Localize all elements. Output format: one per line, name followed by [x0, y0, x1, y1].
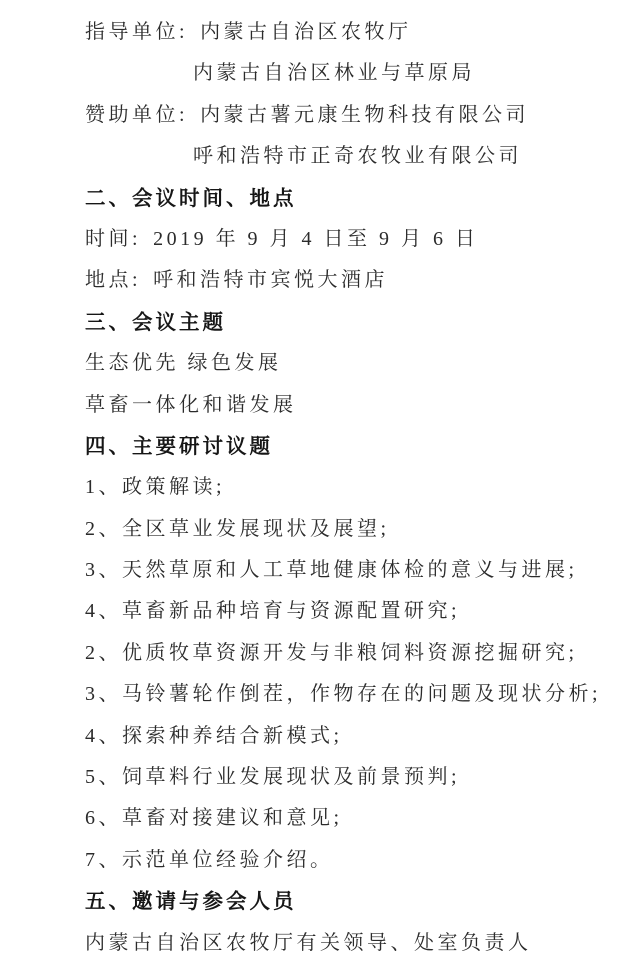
topic-item-8: 5、饲草料行业发展现状及前景预判; — [85, 766, 461, 789]
sponsor-unit-line-1 — [85, 95, 598, 136]
topic-item-3: 3、天然草原和人工草地健康体检的意义与进展; — [85, 559, 578, 582]
section-heading-meeting-time: 二、会议时间、地点 — [85, 186, 297, 210]
place-label: 地点: — [85, 269, 142, 292]
topic-item-10: 7、示范单位经验介绍。 — [85, 848, 334, 871]
sponsor-unit-label: 赞助单位: — [85, 103, 189, 126]
topic-item-9: 6、草畜对接建议和意见; — [85, 807, 343, 830]
topic-item-4: 4、草畜新品种培育与资源配置研究; — [85, 600, 461, 623]
section-heading-theme: 三、会议主题 — [85, 310, 226, 334]
theme-line-1: 生态优先 绿色发展 — [85, 352, 282, 375]
topic-item-7: 4、探索种养结合新模式; — [85, 724, 343, 747]
attendees-line-1: 内蒙古自治区农牧厅有关领导、处室负责人 — [85, 931, 532, 954]
meeting-place-line — [85, 260, 598, 301]
topic-item-1: 1、政策解读; — [85, 476, 226, 499]
guidance-unit-label: 指导单位: — [85, 21, 189, 43]
topic-item-6: 3、马铃薯轮作倒茬，作物存在的问题及现状分析; — [85, 683, 602, 706]
topic-item-2: 2、全区草业发展现状及展望; — [85, 517, 390, 540]
guidance-unit-line-2 — [85, 53, 598, 94]
section-heading-topics: 四、主要研讨议题 — [85, 434, 273, 458]
guidance-unit-1: 内蒙古自治区农牧厅 — [200, 21, 412, 43]
guidance-unit-line-1 — [85, 12, 598, 53]
theme-line-2: 草畜一体化和谐发展 — [85, 393, 297, 416]
sponsor-unit-line-2 — [85, 136, 598, 177]
place-value: 呼和浩特市宾悦大酒店 — [153, 269, 389, 292]
time-value: 2019 年 9 月 4 日至 9 月 6 日 — [153, 227, 479, 250]
time-label: 时间: — [85, 227, 142, 250]
topic-item-5: 2、优质牧草资源开发与非粮饲料资源挖掘研究; — [85, 641, 578, 664]
section-heading-attendees: 五、邀请与参会人员 — [85, 890, 297, 914]
guidance-unit-2: 内蒙古自治区林业与草原局 — [193, 62, 475, 85]
meeting-time-line — [85, 219, 598, 260]
sponsor-unit-2: 呼和浩特市正奇农牧业有限公司 — [193, 145, 522, 168]
sponsor-unit-1: 内蒙古薯元康生物科技有限公司 — [200, 103, 530, 126]
